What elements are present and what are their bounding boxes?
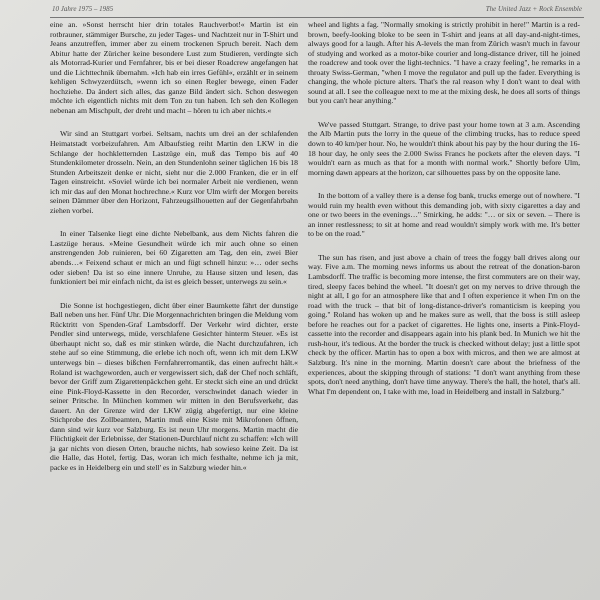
german-text-column: [50, 20, 298, 473]
english-paragraph-2: We've passed Stuttgart. Strange, to drive past your home town at 3 a.m. Ascending the Alb Martin puts the lorry in the queue of the climbing trucks, has to reduce speed down to 40 km/per hour. No, he wouldn't think about his pay by the hour during the 16-18 hour day, he only sees the 2.000 Swiss Francs he pockets after the eleven days. "I wouldn't earn as much as that for a month with normal work." Shortly before Ulm, morning dawn appears at the horizon, car silhouettes pass by on the opposite lane.: [308, 119, 580, 177]
english-paragraph-1: wheel and lights a fag. "Normally smoking is strictly prohibit in here!" Martin is a red-brown, beefy-looking bloke to be seen in T-shirt and jeans at all day-and-night-times, always good for a laugh. After his A-levels the man from Zürich wasn't much in favour of studying and worked as a motor-bike courier and long-distance driver, till he joined the roadcrew and took over the light-technics. "I have a crazy feeling", he remarks in a throaty Swiss-German, "when I move the regulator and pull up the fader. Everything is changing, the whole picture alters. That's the ral reason why I don't want to deal with sound at all. I see the colleague next to me at the mixing desk, he does all sorts of things but you can't hear anything.": [308, 20, 580, 106]
header-rule: [50, 17, 584, 18]
english-text-column: [308, 20, 580, 396]
german-paragraph-1: eine an. »Sonst herrscht hier drin totales Rauchverbot!« Martin ist ein rotbrauner, stämmiger Bursche, zu jeder Tages- und Nachtzeit nur in T-Shirt und Jeans anzutreffen, immer aber zu einem trockenen Spruch bereit. Nach dem Abitur hatte der Züricher keine besondere Lust zum Studieren, verdingte sich als Motorrad-Kurier und Fernfahrer, bis er bei dieser Roadcrew angefangen hat und die Lichttechnik übernahm. »Ich hab ein irres Gefühl«, erzählt er in seinem kehligen Schwyzerdütsch, »wenn ich so einen Regler bewege, einen Fader hochziehe. Da ändert sich alles, das ganze Bild ändert sich. Schon deswegen möchte ich eigentlich nichts mit dem Ton zu tun haben. Ich seh den Kollegen nebenan am Mischpult, der dreht und macht – hören tu ich aber nichts.«: [50, 20, 298, 115]
english-paragraph-3: In the bottom of a valley there is a dense fog bank, trucks emerge out of nowhere. "I would ruin my health even without this demanding job, with sixty cigarettes a day and one or two beers in the evenings…" Smirking, he adds: "… or six or seven. – There is an inner restlessness; to sit at home and read wouldn't simply work with me. It's better to be on the road.": [308, 191, 580, 239]
german-paragraph-2: Wir sind an Stuttgart vorbei. Seltsam, nachts um drei an der schlafenden Heimatstadt vorbeizufahren. Am Albaufstieg reiht Martin den LKW in die Schlange der hochkletternden Lastzüge ein, muß das Tempo bis auf 40 Stundenkilometer drosseln. Nein, an den Stundenlohn seiner täglichen 16 bis 18 Stunden Arbeitszeit denke er nicht, sieht nur die 2.000 Franken, die er in elf Tagen einstreicht. »Soviel würde ich bei normaler Arbeit nie verdienen, wenn ich mir das auf den Monat hochrechne.« Kurz vor Ulm wirft der Morgen bereits seinen Dämmer über den Horizont, Fahrzeugsilhouetten auf der Gegenfahrbahn ziehen vorbei.: [50, 129, 298, 215]
german-paragraph-4: Die Sonne ist hochgestiegen, dicht über einer Baumkette fährt der dunstige Ball neben uns her. Fünf Uhr. Die Morgennachrichten bringen die Meldung vom Rücktritt von Spenden-Graf Lambsdorff. Der Verkehr wird dichter, erste Pendler sind unterwegs, müde, verschlafene Gesichter hinterm Steuer. »Es ist überhaupt nicht so, daß es mir stinken würde, die Nacht durchzufahren, ich stehe auf so eine Stimmung, die erlebe ich noch oft, wenn ich mit dem LKW unterwegs bin – dieses bißchen Fernfahrerromantik, das einen aufrecht hält.« Roland ist wachgeworden, auch er vergewissert sich, daß der Chef noch schläft, bevor der Griff zum Zigarettenpäckchen geht. Er steckt sich eine an und drückt eine Pink-Floyd-Kassette in den Recorder, verschwindet danach wieder in seiner Pritsche. In München kommen wir mitten in den Berufsverkehr, das dauert. An der Grenze wird der LKW zügig abgefertigt, nur eine kleine Stichprobe des Zollbeamten, Martin muß eine Kiste mit Mikrofonen öffnen, dann sind wir kurz vor Salzburg. Es ist neun Uhr morgens. Martin macht die Flüchtigkeit der Erlebnisse, der Stationen-Durchlauf nicht zu schaffen: »Ich will ja gar nichts von diesen Orten, brauche nichts, hab sowieso keine Zeit. Da ist die Halle, das Hotel, fertig. Das, woran ich mich festhalte, nehme ich ja mit, packe es in Heidelberg ein und stell' es in Salzburg wieder hin.«: [50, 300, 298, 472]
header-right-title: The United Jazz + Rock Ensemble: [485, 5, 582, 13]
english-paragraph-4: The sun has risen, and just above a chain of trees the foggy ball drives along our way. Five a.m. The morning news informs us about the retreat of the donation-baron Lambsdorff. The traffic is becoming more intense, the first commuters are on their way, tired, sleepy faces behind the wheel. "It doesn't get on my nerves to drive through the night at all, I go for an atmosphere like that and I often experience it when I'm on the road with the truck – that bit of long-distance-driver's romanticism is keeping you going." Roland has woken up and he makes sure as well, that the boss is still asleep before he reaches out for a packet of cigarettes. He lights one, inserts a Pink-Floyd-cassette into the recorder and disappears again into his plank bed. In Munich we hit the rush-hour, it's tedious. At the border the truck is checked without delay; just a little spot check by the officer. Martin has to open a box with micros, and then we are almost at Salzburg. It's nine in the morning. Martin doesn't care about the briefness of the experiences, about the skipping through of stations: "I don't want anything from these spots, don't need anything, don't have time anyway. There's the hall, the hotel, that's all. What I'm dependent on, I take with me, load in Heidelberg and install in Salzburg.": [308, 252, 580, 396]
running-header: [0, 5, 600, 17]
header-left-title: 10 Jahre 1975 – 1985: [52, 5, 114, 13]
german-paragraph-3: In einer Talsenke liegt eine dichte Nebelbank, aus dem Nichts fahren die Lastzüge heraus. »Meine Gesundheit würde ich mir auch ohne so einen anstrengenden Job ruinieren, bei 60 Zigaretten am Tag, den ein, zwei Bier abends…« Feixend schaut er mich an und fügt schnell hinzu: »… oder sechs oder sieben! Da ist so eine innere Unruhe, zu Hause sitzen und lesen, das funktioniert bei mir einfach nicht, da ist es gleich besser, unterwegs zu sein.«: [50, 229, 298, 287]
